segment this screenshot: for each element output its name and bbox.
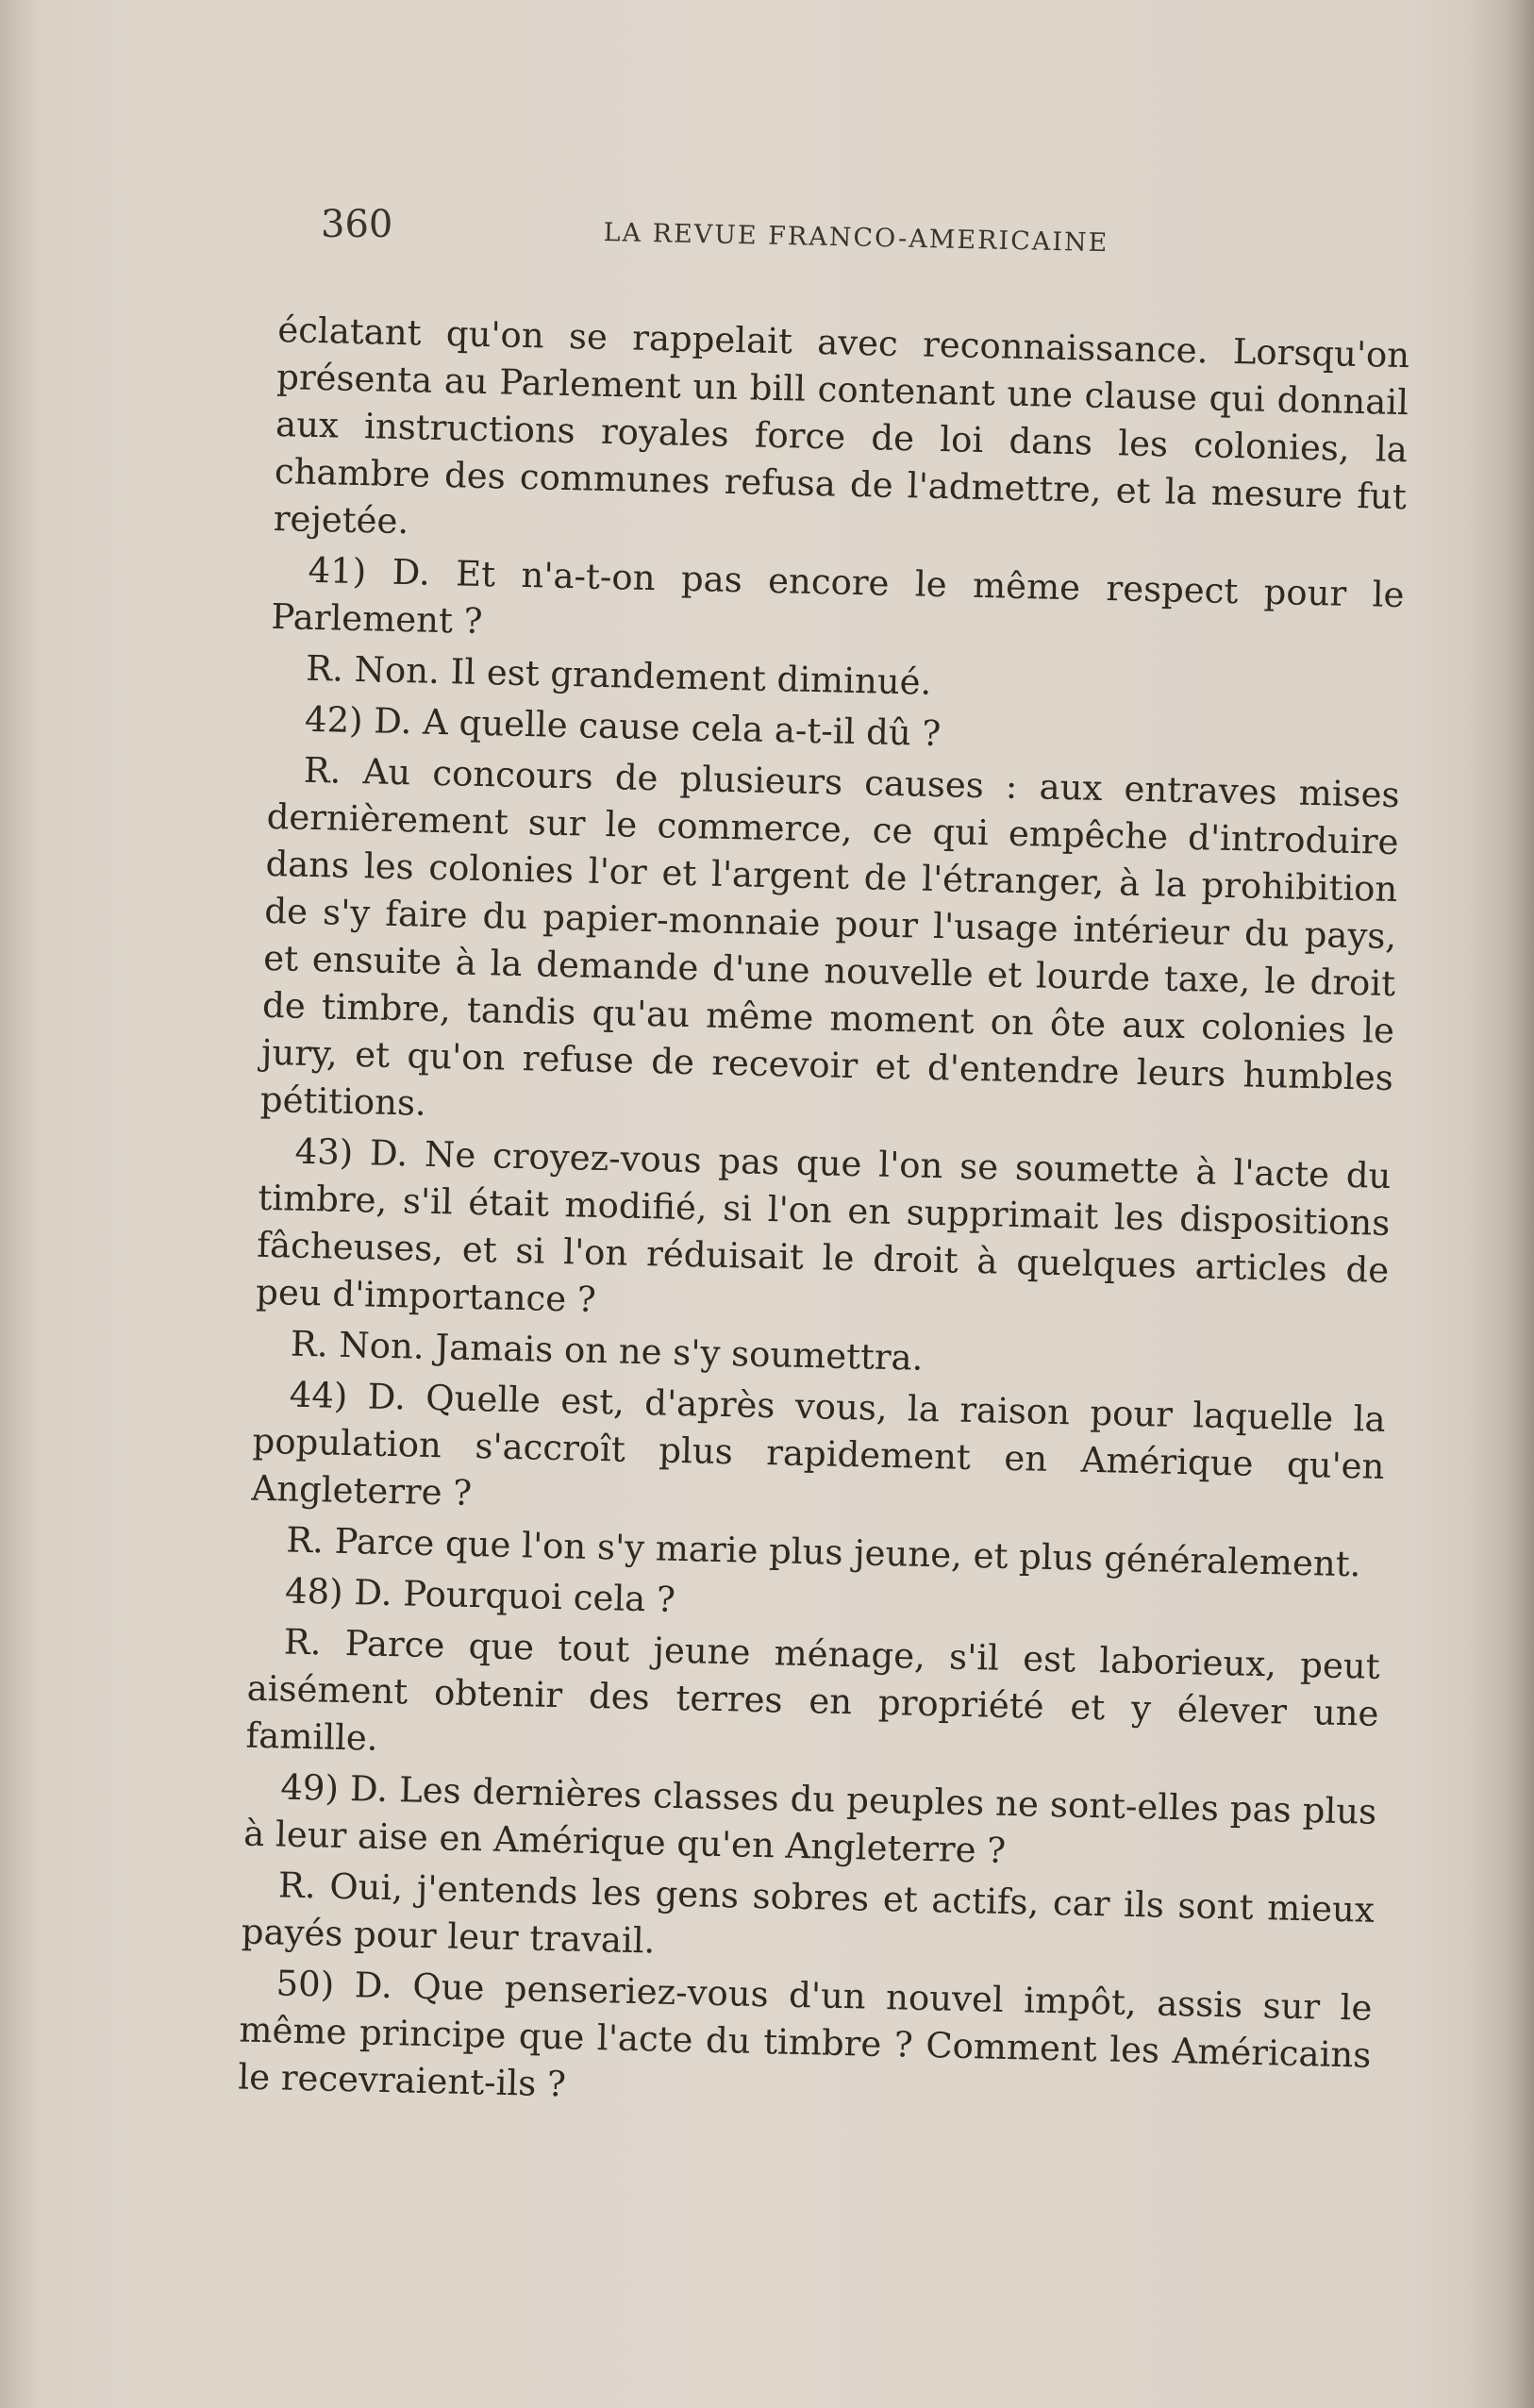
page-number: 360 — [321, 203, 393, 246]
answer-49: R. Oui, j'entends les gens sobres et actifs, car ils sont mieux payés pour leur travail. — [241, 1865, 1376, 1962]
paragraph: éclatant qu'on se rappelait avec reconnaissance. Lorsqu'on présenta au Parlement un bill contenant une clause qui donnail aux instructions royales force de loi dans les colonies, la chambre des communes refusa de l'admettre, et la mesure fut rejetée. — [273, 309, 1410, 543]
body-text — [238, 307, 1410, 2131]
answer-41: R. Non. Il est grandement diminué. — [305, 647, 932, 703]
answer-48: R. Parce que tout jeune ménage, s'il est laborieux, peut aisément obtenir des terres en propriété et y élever une famille. — [245, 1621, 1381, 1759]
answer-43: R. Non. Jamais on ne s'y soumettra. — [290, 1323, 924, 1379]
page-edge-shadow — [1468, 0, 1534, 2408]
running-title: LA REVUE FRANCO-AMERICAINE — [603, 218, 1109, 259]
question-49: 49) D. Les dernières classes du peuples ne sont-elles pas plus à leur aise en Amérique qu'en Angleterre ? — [242, 1766, 1377, 1871]
gutter-shadow — [0, 0, 38, 2408]
question-48: 48) D. Pourquoi cela ? — [284, 1570, 676, 1620]
question-41: 41) D. Et n'a-t-on pas encore le même respect pour le Parlement ? — [271, 549, 1405, 642]
page-header — [321, 203, 1434, 259]
answer-42: R. Au concours de plusieurs causes : aux entraves mises dernièrement sur le commerce, ce qui empêche d'introduire dans les colonies l'or et l'argent de l'étranger, à la prohibition de s'y faire du papier-monnaie pour l'usage intérieur du pays, et ensuite à la demande d'une nouvelle et lourde taxe, le droit de timbre, tandis qu'au même moment on ôte aux colonies le jury, et qu'on refuse de recevoir et d'entendre leurs humbles pétitions. — [259, 749, 1401, 1124]
question-44: 44) D. Quelle est, d'après vous, la raison pour laquelle la population s'accroît plus rapidement en Amérique qu'en Angleterre ? — [251, 1374, 1387, 1513]
answer-44: R. Parce que l'on s'y marie plus jeune, et plus généralement. — [285, 1519, 1361, 1585]
question-42: 42) D. A quelle cause cela a-t-il dû ? — [304, 698, 942, 755]
question-50: 50) D. Que penseriez-vous d'un nouvel impôt, assis sur le même principe que l'acte du timbre ? Comment les Américains le recevraient-ils ? — [237, 1963, 1373, 2105]
question-43: 43) D. Ne croyez-vous pas que l'on se soumette à l'acte du timbre, s'il était modifié, si l'on en supprimait les dispositions fâcheuses, et si l'on réduisait le droit à quelques articles de peu d'importance ? — [255, 1130, 1392, 1320]
